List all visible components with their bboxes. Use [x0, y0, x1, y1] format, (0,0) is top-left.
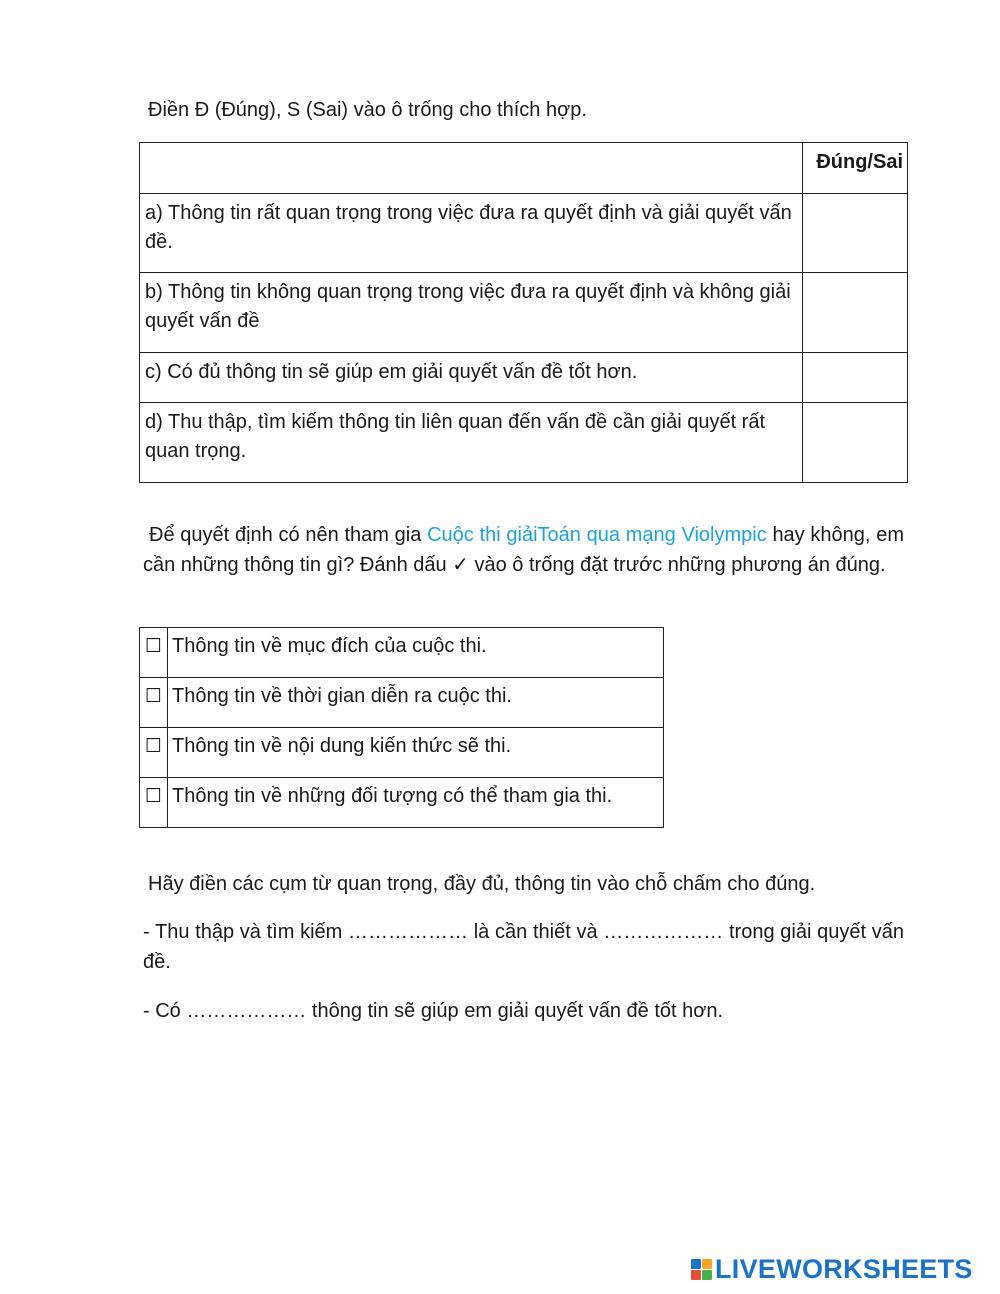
- answer-cell-b[interactable]: [803, 273, 908, 353]
- statement-c: c) Có đủ thông tin sẽ giúp em giải quyết vấn đề tốt hơn.: [140, 353, 803, 403]
- checkbox-option-3[interactable]: ☐: [140, 728, 168, 778]
- liveworksheets-logo-icon: [691, 1259, 712, 1280]
- true-false-table: [139, 142, 908, 483]
- statement-d: d) Thu thập, tìm kiếm thông tin liên quan đến vấn đề cần giải quyết rất quan trọng.: [140, 403, 803, 483]
- intro-text-after: hay không, em cần những thông tin gì? Đánh dấu ✓ vào ô trống đặt trước những phương án đúng.: [143, 524, 904, 576]
- statement-a: a) Thông tin rất quan trọng trong việc đưa ra quyết định và giải quyết vấn đề.: [140, 194, 803, 273]
- checkbox-options-table: [139, 627, 664, 828]
- liveworksheets-logo: [691, 1254, 973, 1284]
- answer-cell-d[interactable]: [803, 403, 908, 483]
- header-dung-sai: Đúng/Sai: [803, 143, 908, 194]
- intro-text-before: Để quyết định có nên tham gia: [149, 524, 428, 546]
- instruction-true-false: Điền Đ (Đúng), S (Sai) vào ô trống cho thích hợp.: [148, 99, 587, 121]
- answer-cell-c[interactable]: [803, 353, 908, 403]
- violympic-link[interactable]: Cuộc thi giảiToán qua mạng Violympic: [427, 524, 767, 546]
- table-header-blank: [140, 143, 803, 194]
- option-text-3: Thông tin về nội dung kiến thức sẽ thi.: [168, 728, 664, 778]
- option-text-2: Thông tin về thời gian diễn ra cuộc thi.: [168, 678, 664, 728]
- fill-blank-line-2[interactable]: - Có ……………… thông tin sẽ giúp em giải quyết vấn đề tốt hơn.: [143, 1000, 724, 1022]
- option-text-1: Thông tin về mục đích của cuộc thi.: [168, 628, 664, 678]
- checkbox-option-1[interactable]: ☐: [140, 628, 168, 678]
- checkbox-option-4[interactable]: ☐: [140, 778, 168, 828]
- fill-blank-line-1[interactable]: - Thu thập và tìm kiếm ……………… là cần thiết và ……………… trong giải quyết vấn đề.: [143, 921, 904, 973]
- checkbox-option-2[interactable]: ☐: [140, 678, 168, 728]
- option-text-4: Thông tin về những đối tượng có thể tham gia thi.: [168, 778, 664, 828]
- answer-cell-a[interactable]: [803, 194, 908, 273]
- instruction-fill-blank: Hãy điền các cụm từ quan trọng, đầy đủ, thông tin vào chỗ chấm cho đúng.: [148, 873, 816, 895]
- statement-b: b) Thông tin không quan trọng trong việc đưa ra quyết định và không giải quyết vấn đề: [140, 273, 803, 353]
- checkbox-question-intro: [143, 521, 904, 580]
- liveworksheets-wordmark: LIVEWORKSHEETS: [715, 1254, 973, 1284]
